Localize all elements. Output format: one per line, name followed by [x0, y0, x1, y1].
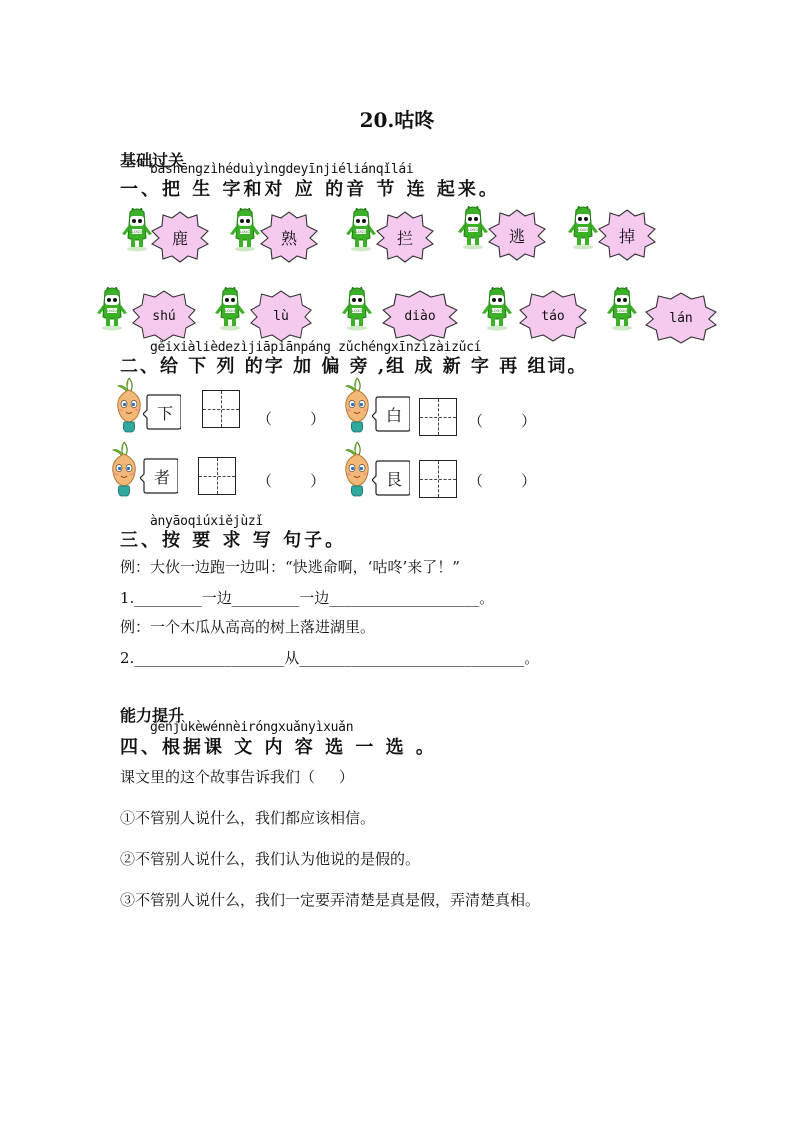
answer-blank[interactable]: （ ） [257, 410, 326, 428]
radical-label: 下 [156, 403, 173, 423]
syllable-label: diào [404, 308, 436, 324]
mascot-icon [344, 208, 378, 252]
q4-option-1[interactable]: ①不管别人说什么，我们都应该相信。 [120, 809, 376, 827]
q2-heading: 二、给 下 列 的字 加 偏 旁 ,组 成 新 字 再 组词。 [120, 356, 588, 377]
char-card-4[interactable] [488, 209, 546, 261]
char-card-3[interactable] [376, 211, 434, 263]
q4-pinyin: gēnjùkèwénnèiróngxuǎnyìxuǎn [150, 720, 354, 735]
char-label: 拦 [396, 228, 413, 248]
char-card-2[interactable] [260, 211, 318, 263]
radical-label: 者 [153, 467, 170, 487]
radical-label: 白 [385, 405, 402, 425]
mascot-icon [480, 287, 514, 331]
char-label: 鹿 [171, 228, 188, 248]
q3-answer-line-2[interactable]: 2.____________________从______________________________。 [120, 649, 540, 667]
onion-mascot-icon [340, 440, 374, 498]
mascot-icon [228, 208, 262, 252]
q4-option-3[interactable]: ③不管别人说什么，我们一定要弄清楚是真是假，弄清楚真相。 [120, 891, 541, 909]
mascot-icon [566, 206, 600, 250]
syllable-label: táo [541, 308, 565, 324]
char-label: 逃 [508, 226, 525, 246]
radical-card-3 [140, 458, 178, 494]
q4-prompt: 课文里的这个故事告诉我们（ ） [120, 768, 354, 786]
syllable-label: lán [669, 310, 693, 326]
radical-label: 艮 [385, 469, 402, 489]
section-ability: 能力提升 [120, 706, 185, 725]
syllable-card-2[interactable] [250, 290, 312, 342]
mascot-icon [95, 287, 129, 331]
mascot-icon [213, 287, 247, 331]
answer-blank[interactable]: （ ） [468, 412, 537, 430]
q1-pinyin: bǎshēngzìhéduìyìngdeyīnjiéliánqǐlái [150, 162, 414, 177]
syllable-card-3[interactable] [382, 290, 458, 342]
answer-blank[interactable]: （ ） [257, 472, 326, 490]
mascot-icon [456, 206, 490, 250]
onion-mascot-icon [340, 376, 374, 434]
section-basic: 基础过关 [120, 151, 185, 170]
mascot-icon [120, 208, 154, 252]
mascot-icon [340, 287, 374, 331]
q4-option-2[interactable]: ②不管别人说什么，我们认为他说的是假的。 [120, 850, 421, 868]
q4-heading: 四、根据课 文 内 容 选 一 选 。 [120, 737, 437, 758]
syllable-label: shú [152, 308, 176, 324]
mascot-icon [605, 287, 639, 331]
char-label: 熟 [280, 228, 297, 248]
tian-grid-box[interactable] [202, 390, 240, 428]
radical-card-1 [143, 394, 181, 430]
q3-answer-line-1[interactable]: 1._________一边_________一边____________________。 [120, 589, 495, 607]
tian-grid-box[interactable] [419, 398, 457, 436]
q3-example-1: 例：大伙一边跑一边叫：“快逃命啊，‘咕咚’来了！” [120, 558, 460, 576]
tian-grid-box[interactable] [198, 457, 236, 495]
radical-card-2 [372, 396, 410, 432]
answer-blank[interactable]: （ ） [468, 472, 537, 490]
page-title: 20.咕咚 [359, 108, 435, 132]
q3-pinyin: ànyāoqiúxiějùzǐ [150, 514, 263, 529]
char-card-1[interactable] [151, 211, 209, 263]
char-card-5[interactable] [598, 209, 656, 261]
tian-grid-box[interactable] [419, 460, 457, 498]
q1-heading: 一、把 生 字和对 应 的音 节 连 起来。 [120, 179, 500, 200]
onion-mascot-icon [107, 440, 141, 498]
q3-heading: 三、按 要 求 写 句子。 [120, 530, 347, 551]
char-label: 掉 [618, 226, 635, 246]
syllable-card-4[interactable] [519, 290, 587, 342]
syllable-card-1[interactable] [132, 290, 196, 342]
radical-card-4 [372, 460, 410, 496]
q2-pinyin: gěixiàlièdezìjiāpiānpáng zǔchéngxīnzìzàizǔcí [150, 340, 482, 355]
onion-mascot-icon [112, 376, 146, 434]
syllable-label: lù [273, 308, 289, 324]
q3-example-2: 例：一个木瓜从高高的树上落进湖里。 [120, 618, 376, 636]
syllable-card-5[interactable] [645, 292, 717, 344]
